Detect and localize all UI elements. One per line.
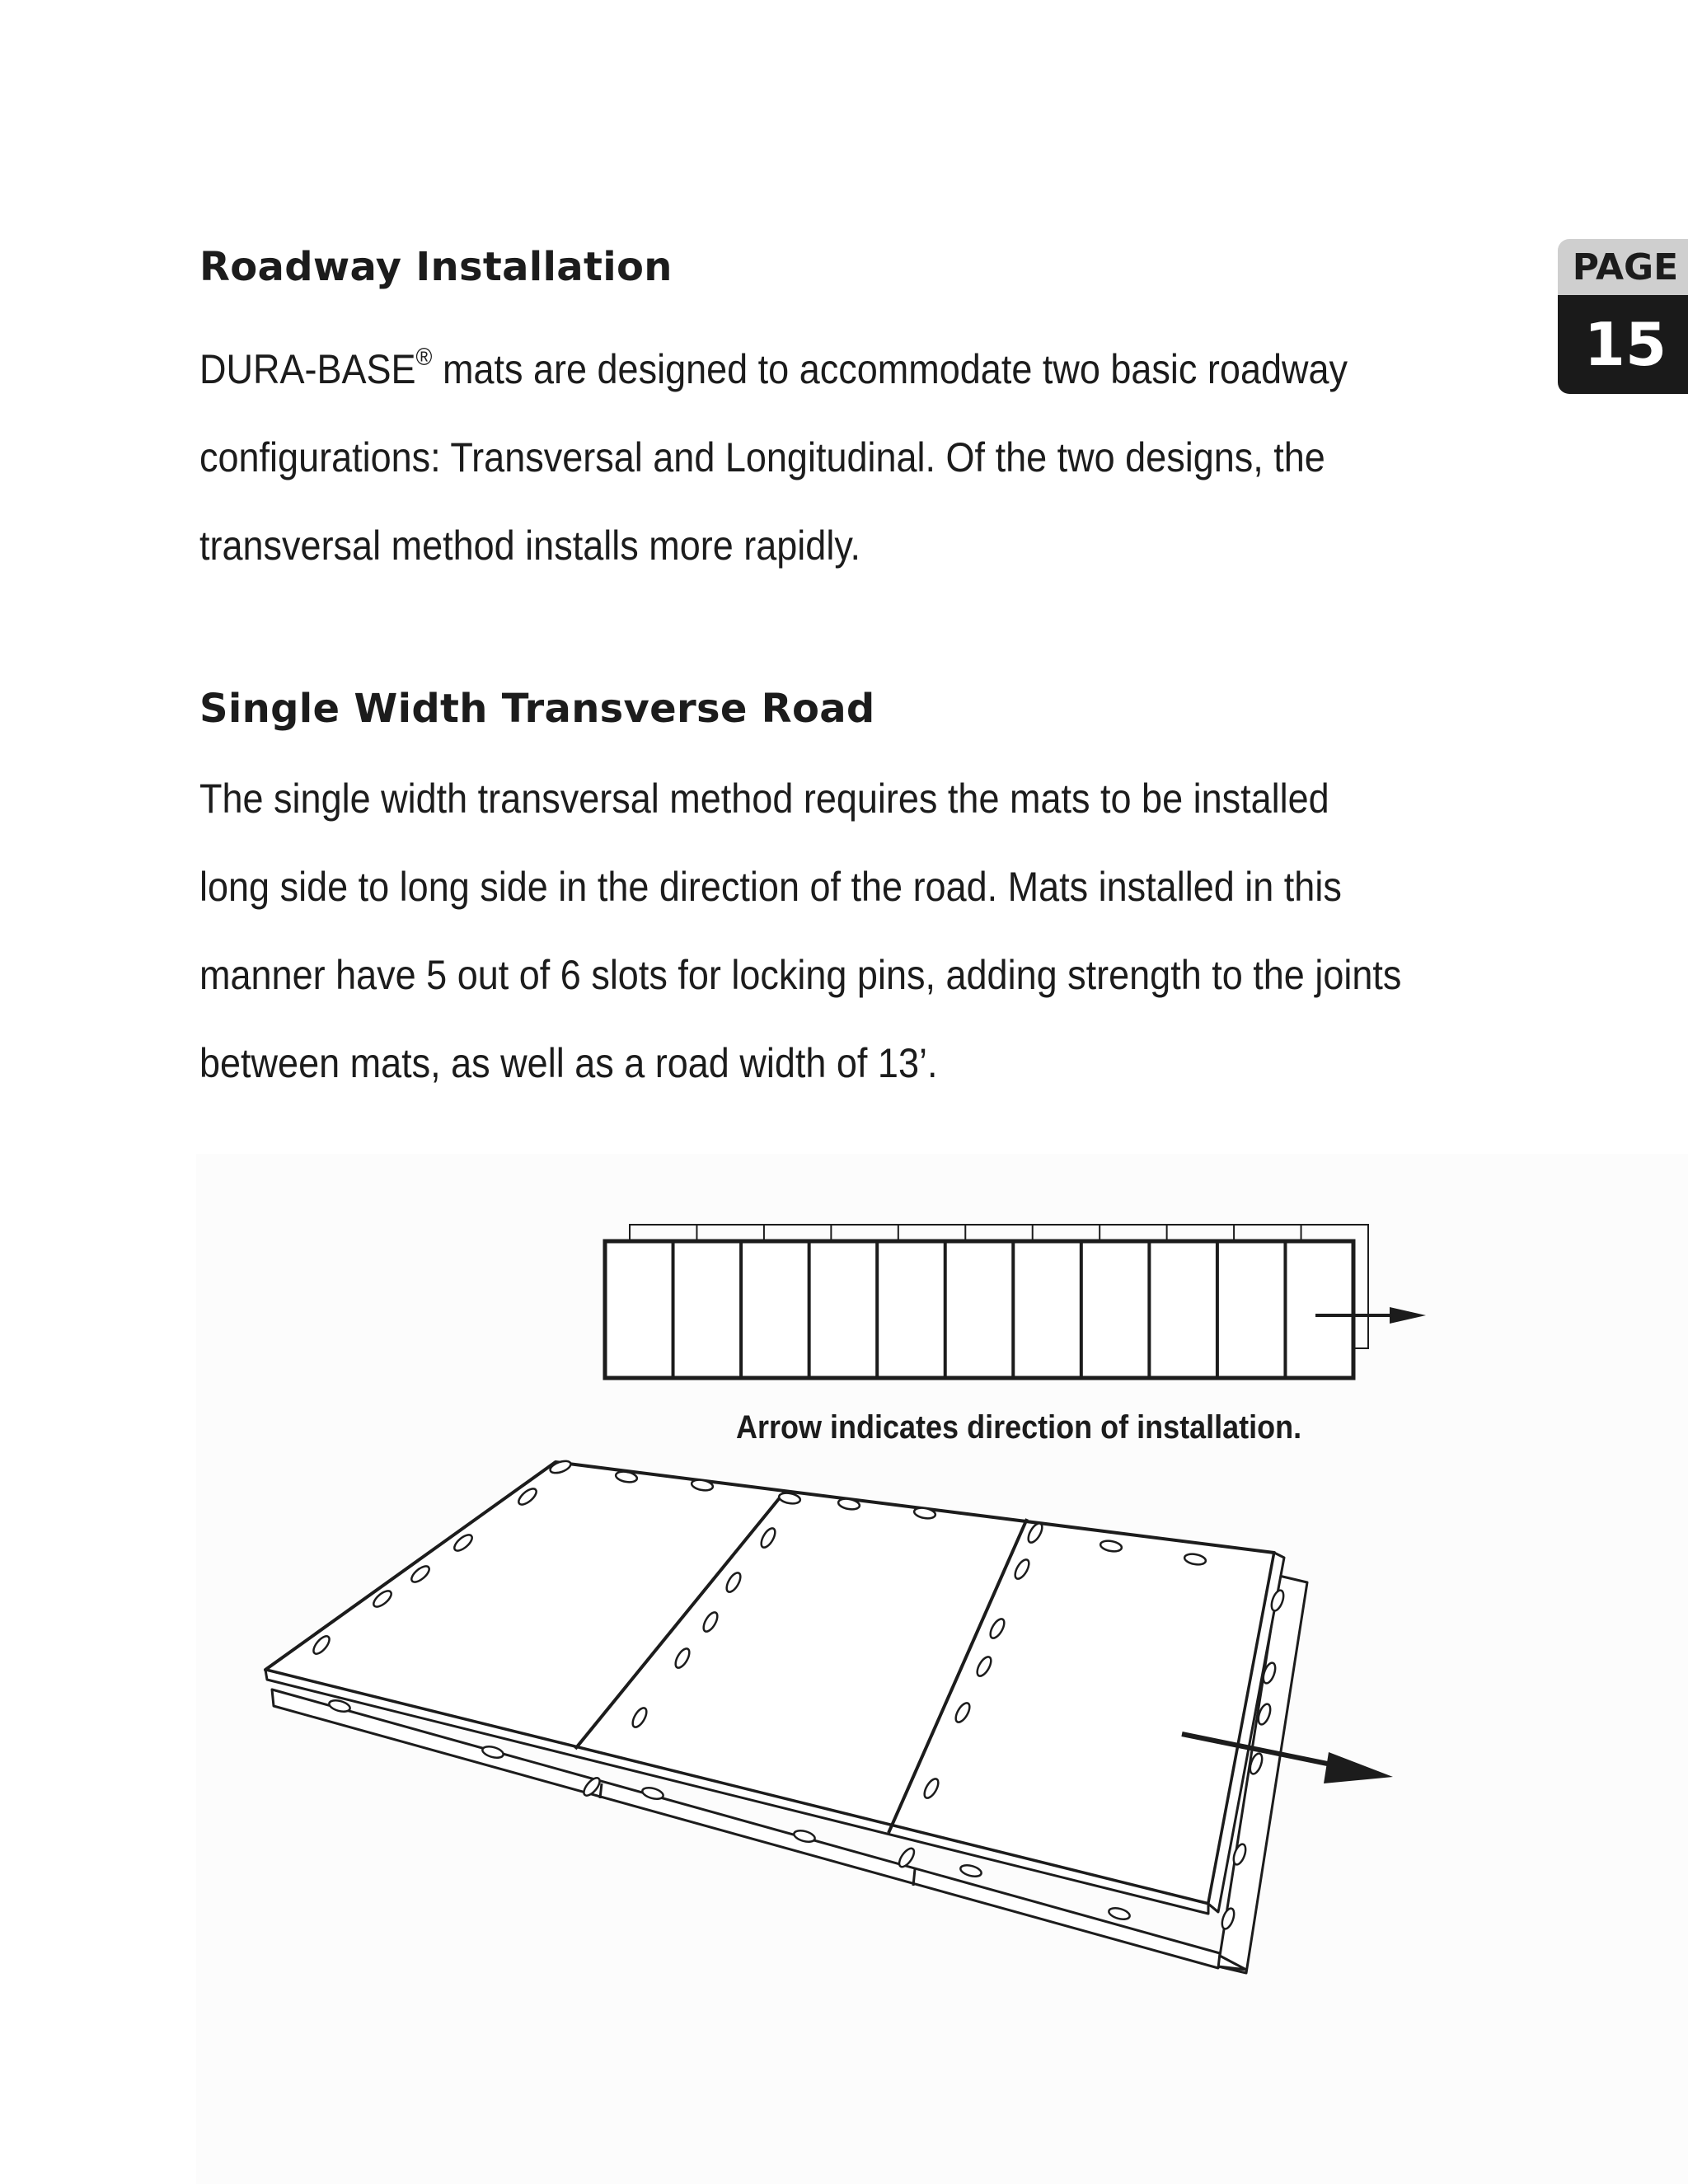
paragraph-line: configurations: Transversal and Longitudinal. Of the two designs, the (199, 434, 1325, 480)
plan-view-mat-row (605, 1241, 1353, 1378)
figure-caption: Arrow indicates direction of installation. (736, 1409, 1302, 1446)
paragraph-line: long side to long side in the direction of the road. Mats installed in this (199, 864, 1342, 910)
paragraph-line: The single width transversal method requires the mats to be installed (199, 776, 1329, 822)
page-number: 15 (1558, 295, 1688, 394)
registered-mark: ® (415, 344, 433, 371)
locking-pin-slot (959, 1863, 982, 1878)
locking-pin-slot (1108, 1906, 1131, 1921)
paragraph-line: DURA-BASE® mats are designed to accommodate two basic roadway (199, 344, 1348, 392)
page-label: PAGE (1558, 239, 1688, 295)
plan-view-arrowhead (1390, 1307, 1426, 1324)
section-heading-single-width-transverse-road: Single Width Transverse Road (199, 686, 875, 732)
section-heading-roadway-installation: Roadway Installation (199, 244, 673, 290)
perspective-arrowhead (1324, 1752, 1393, 1783)
paragraph-line: between mats, as well as a road width of 13’. (199, 1040, 938, 1086)
paragraph-line: transversal method installs more rapidly. (199, 523, 860, 569)
plan-view-diagram (605, 1225, 1426, 1378)
perspective-mat-diagram (265, 1459, 1393, 1973)
paragraph-line: manner have 5 out of 6 slots for locking pins, adding strength to the joints (199, 952, 1402, 998)
locking-pin-slot (897, 1846, 917, 1869)
